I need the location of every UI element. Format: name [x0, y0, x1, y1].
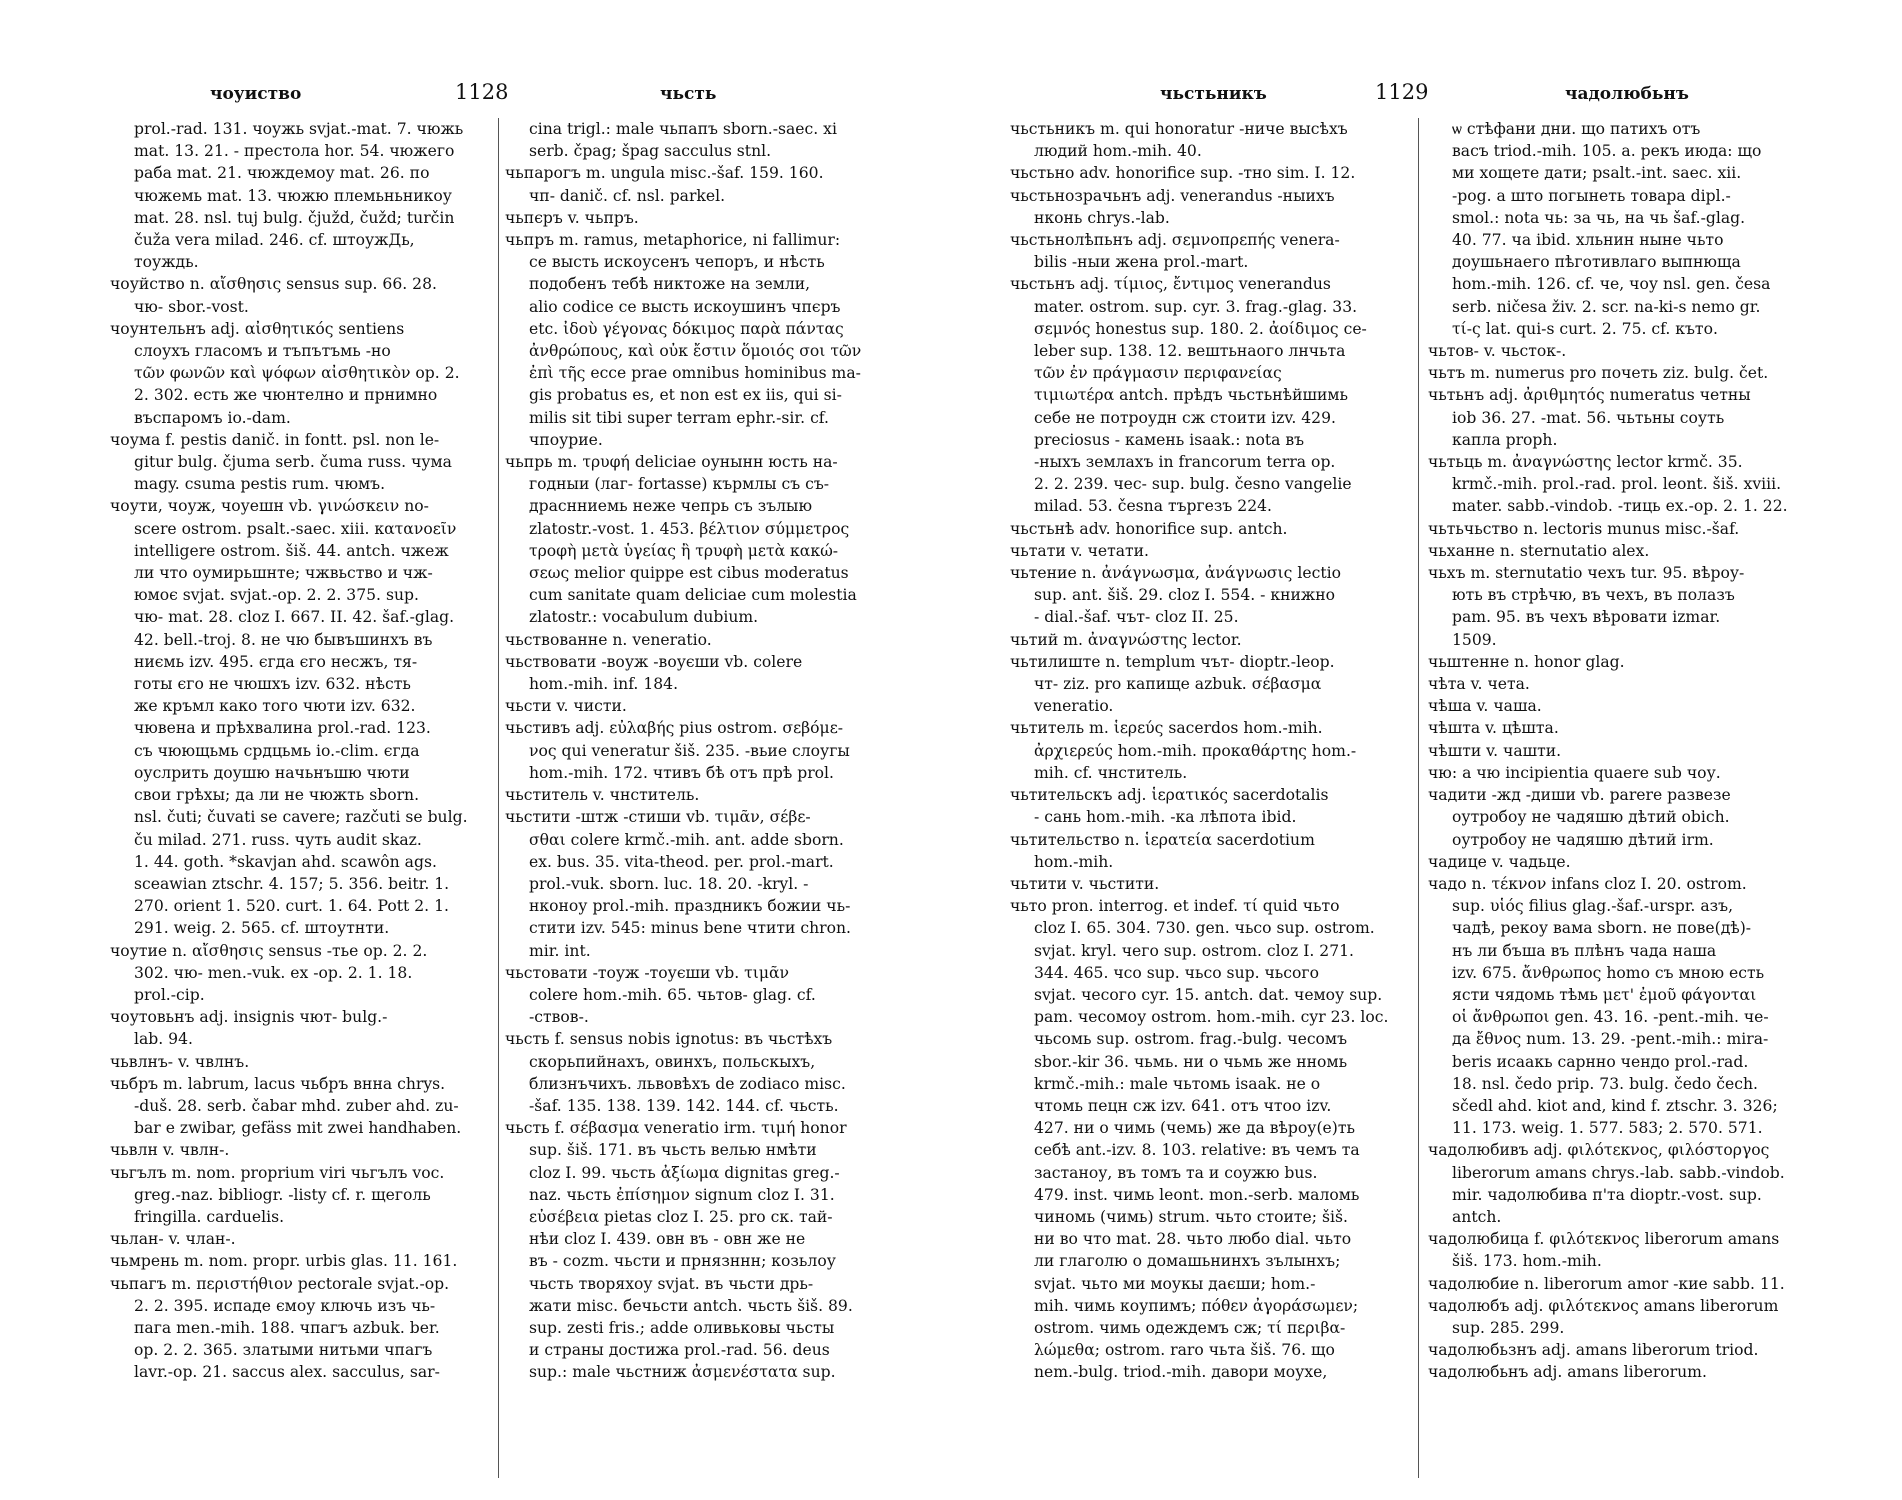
entry-line: ostrom. чимь одеждемъ сж; τί περιβα-: [1034, 1318, 1346, 1337]
entry-line: ни во что mat. 28. чьто любо dial. чьто: [1034, 1230, 1352, 1249]
entry-line: -šaf. 135. 138. 139. 142. 144. cf. чьсть.: [529, 1096, 839, 1115]
header-catchword-right: чадолюбьнъ: [1565, 84, 1689, 104]
entry-headword-line: чьштенне n. honor glag.: [1428, 652, 1625, 671]
entry-line: ex. bus. 35. vita-theod. per. prol.-mart.: [529, 852, 834, 871]
entry-headword-line: чьствовати -воуж -воуєши vb. colere: [505, 652, 803, 671]
entry-line: 427. ни о чимь (чемь) же да вѣроу(е)ть: [1034, 1119, 1355, 1138]
entry-line: - dial.-šaf. чът- cloz II. 25.: [1034, 608, 1239, 627]
entry-headword-line: чѣшти v. чашти.: [1428, 741, 1562, 760]
entry-line: svjat. чесого cyr. 15. antch. dat. чемоу sup.: [1034, 985, 1383, 1004]
entry-line: стити izv. 545: minus bene чтити chron.: [529, 919, 851, 938]
entry-line: ἀρχιερεύς hom.-mih. προκαθάρτης hom.-: [1034, 741, 1357, 760]
entry-headword-line: чьто pron. interrog. et indef. τί quid чьто: [1010, 897, 1340, 916]
entry-headword-line: чьстьнозрачьнъ adj. venerandus -ныихъ: [1010, 186, 1335, 205]
entry-line: ἐπὶ τῆς ecce prae omnibus hominibus ma-: [529, 364, 861, 383]
entry-line: intelligere ostrom. šiš. 44. antch. чжеж: [134, 541, 449, 560]
entry-line: milad. 53. česna търгезъ 224.: [1034, 497, 1273, 516]
entry-headword-line: чьтъ m. numerus pro почеть ziz. bulg. čet.: [1428, 364, 1769, 383]
entry-line: скорьпийнахъ, овинхъ, польскыхъ,: [529, 1052, 816, 1071]
header-catchword-left: чоуиство: [210, 84, 302, 104]
entry-line: antch.: [1452, 1207, 1502, 1226]
entry-line: nsl. čuti; čuvati se cavere; razčuti se bulg.: [134, 808, 468, 827]
entry-headword-line: чоуйство n. αἴσθησις sensus sup. 66. 28.: [110, 275, 437, 294]
entry-line: lavr.-op. 21. saccus alex. sacculus, sar-: [134, 1363, 440, 1382]
entry-headword-line: чьпєръ v. чьпръ.: [505, 208, 639, 227]
entry-line: sup. zesti fris.; adde оливьковы чьсты: [529, 1318, 835, 1337]
entry-line: ясти чядомь тѣмь μετ' ἐμοῦ φάγονται: [1452, 985, 1757, 1004]
entry-line: 302. чю- men.-vuk. ex -op. 2. 1. 18.: [134, 963, 413, 982]
entry-line: свои грѣхы; да ли не чюжть sborn.: [134, 786, 420, 805]
entry-headword-line: чьстивъ adj. εὐλαβής pius ostrom. σεβόμε-: [505, 719, 844, 738]
entry-line: ἀνθρώπους, καὶ οὐκ ἔστιν ὅμοιός σοι τῶν: [529, 342, 862, 361]
entry-headword-line: чоути, чоуж, чоуешн vb. γινώσκειν no-: [110, 497, 429, 516]
entry-line: mater. ostrom. sup. cyr. 3. frag.-glag. 33.: [1034, 297, 1358, 316]
left-page-column-2: [505, 118, 900, 1384]
entry-line: пага men.-mih. 188. чпагъ azbuk. ber.: [134, 1318, 440, 1337]
entry-headword-line: чьвлн v. чвлн-.: [110, 1141, 230, 1160]
entry-line: оутробоу не чадяшю дѣтий irm.: [1452, 830, 1714, 849]
entry-headword-line: чьгълъ m. nom. proprium viri чьгълъ voc.: [110, 1163, 445, 1182]
entry-headword-line: чьбръ m. labrum, lacus чьбръ внна chrys.: [110, 1074, 446, 1093]
entry-line: fringilla. carduelis.: [134, 1207, 285, 1226]
entry-line: mat. 13. 21. - престола hor. 54. чюжего: [134, 142, 455, 161]
entry-line: въ - cozm. чьсти и прнязннн; козьлоу: [529, 1252, 836, 1271]
entry-line: pam. 95. въ чехъ вѣровати izmar.: [1452, 608, 1721, 627]
entry-line: да ἔθνος num. 13. 29. -pent.-mih.: mira-: [1452, 1030, 1769, 1049]
entry-line: 1509.: [1452, 630, 1497, 649]
entry-line: prol.-rad. 131. чоужь svjat.-mat. 7. чюжь: [134, 120, 464, 138]
entry-headword-line: чьтов- v. чьсток-.: [1428, 342, 1567, 361]
entry-line: чт- ziz. pro капище azbuk. σέβασμα: [1034, 675, 1322, 694]
entry-headword-line: чадолюбьзнъ adj. amans liberorum triod.: [1428, 1341, 1759, 1360]
entry-line: 42. bell.-troj. 8. не чю бывъшинхъ въ: [134, 630, 433, 649]
entry-line: prol.-vuk. sborn. luc. 18. 20. -kryl. -: [529, 874, 809, 893]
entry-line: людий hom.-mih. 40.: [1034, 142, 1202, 161]
entry-headword-line: чоунтельнъ adj. αἰσθητικός sentiens: [110, 319, 405, 338]
entry-line: sup. υἱός filius glag.-šaf.-urspr. азъ,: [1452, 897, 1734, 916]
entry-line: чпоурие.: [529, 430, 603, 449]
entry-line: serb. ničesa živ. 2. scr. na-ki-s nemo gr.: [1452, 297, 1761, 316]
entry-headword-line: чоутие n. αἴσθησις sensus -тье op. 2. 2.: [110, 941, 428, 960]
entry-line: scere ostrom. psalt.-saec. xiii. κατανοεῖν: [134, 519, 457, 538]
entry-line: greg.-naz. bibliogr. -listy cf. r. щеголь: [134, 1185, 431, 1204]
entry-line: -pog. а што погынеть товара dipl.-: [1452, 186, 1731, 205]
entry-headword-line: чадолюбьнъ adj. amans liberorum.: [1428, 1363, 1707, 1382]
entry-headword-line: чьстьно adv. honorifice sup. -тно sim. I. 12.: [1010, 164, 1356, 183]
entry-line: ли что оумирьшнте; чжвьство и чж-: [134, 564, 433, 583]
entry-headword-line: чю: а чю incipientia quaere sub чоу.: [1428, 763, 1721, 782]
entry-line: sup. 285. 299.: [1452, 1318, 1565, 1337]
entry-line: 2. 2. 239. чес- sup. bulg. česno vangelie: [1034, 475, 1352, 494]
entry-headword-line: чадо n. τέκνον infans cloz I. 20. ostrom.: [1428, 874, 1747, 893]
entry-line: lab. 94.: [134, 1030, 193, 1049]
entry-line: -ныхъ землахъ in francorum terra op.: [1034, 453, 1336, 472]
entry-line: нконь chrys.-lab.: [1034, 208, 1170, 227]
entry-line: чадѣ, рекоу вама sborn. не пове(дѣ)-: [1452, 919, 1752, 938]
entry-headword-line: чьстьнъ adj. τίμιος, ἔντιμος venerandus: [1010, 275, 1331, 294]
entry-line: nem.-bulg. triod.-mih. давори моухе,: [1034, 1363, 1328, 1382]
entry-headword-line: чьстьникъ m. qui honoratur -ниче высѣхъ: [1010, 120, 1348, 138]
entry-line: smol.: nota чь: за чь, на чь šaf.-glag.: [1452, 208, 1746, 227]
entry-headword-line: чьстьнѣ adv. honorifice sup. antch.: [1010, 519, 1288, 538]
entry-line: σθαι colere krmč.-mih. ant. adde sborn.: [529, 830, 844, 849]
entry-line: юмоє svjat. svjat.-op. 2. 2. 375. sup.: [134, 586, 419, 605]
entry-line: sup.: male чьстниж ἀσμενέστατα sup.: [529, 1363, 836, 1382]
entry-line: τιμιωτέρα antch. прѣдъ чьстьнѣйшимь: [1034, 386, 1348, 405]
entry-line: οἱ ἄνθρωποι gen. 43. 16. -pent.-mih. че-: [1452, 1008, 1769, 1027]
entry-line: krmč.-mih. prol.-rad. prol. leont. šiš. xviii.: [1452, 475, 1782, 494]
entry-headword-line: чадолюбица f. φιλότεκνος liberorum amans: [1428, 1230, 1780, 1249]
entry-line: gis probatus es, et non est ex iis, qui si-: [529, 386, 842, 405]
entry-line: bar e zwibar, gefäss mit zwei handhaben.: [134, 1119, 462, 1138]
entry-headword-line: чьтение n. ἀνάγνωσμα, ἀνάγνωσις lectio: [1010, 564, 1341, 583]
entry-line: и страны достижа prol.-rad. 56. deus: [529, 1341, 830, 1360]
entry-line: cloz I. 99. чьсть ἀξίωμα dignitas greg.-: [529, 1163, 840, 1182]
entry-line: τροφὴ μετὰ ὑγείας ἢ τρυφὴ μετὰ κακώ-: [529, 541, 839, 560]
entry-line: 2. 302. есть же чюнтелно и прнимно: [134, 386, 438, 405]
entry-line: 40. 77. ча ibid. хльнин ныне чьто: [1452, 231, 1724, 250]
entry-line: cum sanitate quam deliciae cum molestia: [529, 586, 857, 605]
entry-line: šiš. 173. hom.-mih.: [1452, 1252, 1602, 1271]
entry-line: sceawian ztschr. 4. 157; 5. 356. beitr. 1.: [134, 874, 450, 893]
entry-line: veneratio.: [1034, 697, 1114, 716]
entry-headword-line: чьтити v. чьстити.: [1010, 874, 1160, 893]
entry-headword-line: чоума f. pestis danič. in fontt. psl. non le-: [110, 430, 440, 449]
entry-headword-line: чьтилиште n. templum чът- dioptr.-leop.: [1010, 652, 1335, 671]
entry-line: colere hom.-mih. 65. чьтов- glag. cf.: [529, 985, 816, 1004]
entry-line: застаноу, въ томъ та и соужю bus.: [1034, 1163, 1318, 1182]
entry-line: čuža vera milad. 246. cf. штоужДь,: [134, 231, 415, 250]
entry-line: preciosus - камень isaak.: nota въ: [1034, 430, 1305, 449]
entry-line: hom.-mih. 126. cf. че, чоу nsl. gen. česa: [1452, 275, 1771, 294]
entry-line: чьсомь sup. ostrom. frag.-bulg. чесомъ: [1034, 1030, 1347, 1049]
entry-line: λώμεθα; ostrom. raro чьта šiš. 76. що: [1034, 1341, 1335, 1360]
entry-headword-line: чьпръ m. ramus, metaphorice, ni fallimur:: [505, 231, 841, 250]
entry-headword-line: чадолюбъ adj. φιλότεκνος amans liberorum: [1428, 1296, 1779, 1315]
left-page-column-1: [110, 118, 490, 1384]
entry-line: 18. nsl. čedo prip. 73. bulg. čedo čech.: [1452, 1074, 1758, 1093]
entry-line: op. 2. 2. 365. златыми нитьми чпагъ: [134, 1341, 433, 1360]
entry-line: -ствов-.: [529, 1008, 589, 1027]
entry-line: mir. int.: [529, 941, 591, 960]
entry-line: svjat. kryl. чего sup. ostrom. cloz I. 271.: [1034, 941, 1355, 960]
entry-line: hom.-mih.: [1034, 852, 1114, 871]
entry-headword-line: чьлан- v. члан-.: [110, 1230, 236, 1249]
right-page-column-1: [1010, 118, 1405, 1384]
entry-line: pam. чесомоу ostrom. hom.-mih. cyr 23. loc.: [1034, 1008, 1389, 1027]
entry-line: sup. ant. šiš. 29. cloz I. 554. - книжно: [1034, 586, 1336, 605]
entry-line: чьсть творяхоу svjat. въ чьсти дрь-: [529, 1274, 814, 1293]
entry-line: zlatostr.: vocabulum dubium.: [529, 608, 759, 627]
entry-line: раба mat. 21. чюждемоу mat. 26. по: [134, 164, 430, 183]
entry-line: слоухъ гласомъ и тъпътъмь -но: [134, 342, 391, 361]
entry-line: bilis -ныи жена prol.-mart.: [1034, 253, 1249, 272]
entry-line: доушьнаего пѣготивлаго выпнюща: [1452, 253, 1741, 272]
entry-line: sčedl ahd. kiot and, kind f. ztschr. 3. 326;: [1452, 1096, 1778, 1115]
entry-line: чю- mat. 28. cloz I. 667. II. 42. šaf.-glag.: [134, 608, 455, 627]
entry-line: magy. csuma pestis rum. чюмъ.: [134, 475, 386, 494]
entry-line: mih. чимь коупимъ; πόθεν ἀγοράσωμεν;: [1034, 1296, 1359, 1315]
entry-line: mir. чадолюбива п'та dioptr.-vost. sup.: [1452, 1185, 1762, 1204]
entry-line: капла proph.: [1452, 430, 1558, 449]
entry-headword-line: чадолюбие n. liberorum amor -кие sabb. 11.: [1428, 1274, 1785, 1293]
entry-line: ниємь izv. 495. єгда єго несжъ, тя-: [134, 652, 418, 671]
entry-headword-line: чьпагъ m. περιστήθιον pectorale svjat.-op.: [110, 1274, 450, 1293]
entry-line: оутробоу не чадяшю дѣтий obich.: [1452, 808, 1730, 827]
column-divider: [498, 118, 499, 1478]
entry-line: krmč.-mih.: male чьтомь isaak. не о: [1034, 1074, 1321, 1093]
entry-line: -duš. 28. serb. čabar mhd. zuber ahd. zu-: [134, 1096, 459, 1115]
entry-line: ють въ стрѣчю, въ чехъ, въ полазъ: [1452, 586, 1735, 605]
entry-line: σεμνός honestus sup. 180. 2. ἀοίδιμος ce-: [1034, 319, 1367, 338]
entry-line: mater. sabb.-vindob. -тиць ex.-op. 2. 1. 22.: [1452, 497, 1788, 516]
right-page-column-2: [1428, 118, 1788, 1384]
entry-headword-line: чьтий m. ἀναγνώστης lector.: [1010, 630, 1242, 649]
entry-line: себѣ ant.-izv. 8. 103. relative: въ чемъ та: [1034, 1141, 1360, 1160]
entry-line: sbor.-kir 36. чьмь. ни о чьмь же нномь: [1034, 1052, 1348, 1071]
entry-line: съ чюющьмь срдцьмь io.-clim. єгда: [134, 741, 420, 760]
entry-line: mat. 28. nsl. tuj bulg. čjužd, čužd; turčin: [134, 208, 455, 227]
entry-line: naz. чьсть ἐπίσημον signum cloz I. 31.: [529, 1185, 835, 1204]
entry-headword-line: чьстьнолѣпьнъ adj. σεμνοπρεπής venera-: [1010, 231, 1340, 250]
column-divider: [1418, 118, 1419, 1478]
entry-line: жати misc. бечьсти antch. чьсть šiš. 89.: [529, 1296, 853, 1315]
entry-line: zlatostr.-vost. 1. 453. βέλτιον σύμμετρος: [529, 519, 850, 538]
entry-headword-line: чьханне n. sternutatio alex.: [1428, 541, 1650, 560]
entry-line: тоуждь.: [134, 253, 199, 272]
entry-line: чю- sbor.-vost.: [134, 297, 249, 316]
entry-line: prol.-cip.: [134, 985, 205, 1004]
entry-line: 344. 465. чсо sup. чьсо sup. чьсого: [1034, 963, 1319, 982]
entry-line: готы єго не чюшхъ izv. 632. нѣсть: [134, 675, 411, 694]
entry-line: же кръмл како того чюти izv. 632.: [134, 697, 416, 716]
entry-headword-line: чьтьчьство n. lectoris munus misc.-šaf.: [1428, 519, 1740, 538]
entry-line: 11. 173. weig. 1. 577. 583; 2. 570. 571.: [1452, 1119, 1763, 1138]
entry-line: ми хощете дати; psalt.-int. saec. xii.: [1452, 164, 1742, 183]
entry-headword-line: чьсти v. чисти.: [505, 697, 627, 716]
entry-line: leber sup. 138. 12. вештьнаого лнчьта: [1034, 342, 1346, 361]
entry-line: εὐσέβεια pietas cloz I. 25. pro ск. тай-: [529, 1207, 833, 1226]
entry-line: beris исаакь сарнно чендо prol.-rad.: [1452, 1052, 1749, 1071]
entry-line: alio codice се высть искоушинъ чпєръ: [529, 297, 841, 316]
entry-line: svjat. чьто ми моукы даєши; hom.-: [1034, 1274, 1316, 1293]
page-number: 1128: [455, 80, 509, 104]
entry-line: ѡ стѣфани дни. що патихъ отъ: [1452, 120, 1701, 138]
entry-headword-line: чадолюбивъ adj. φιλότεκνος, φιλόστοργος: [1428, 1141, 1770, 1160]
page-header: [1010, 78, 1790, 108]
entry-headword-line: чьтительскъ adj. ἱερατικός sacerdotalis: [1010, 786, 1329, 805]
entry-line: близнъчихъ. львовѣхъ de zodiaco misc.: [529, 1074, 846, 1093]
entry-line: mih. cf. чнститель.: [1034, 763, 1188, 782]
entry-line: нконоу prol.-mih. праздникъ божии чь-: [529, 897, 851, 916]
entry-line: 479. inst. чимь leont. mon.-serb. маломь: [1034, 1185, 1360, 1204]
entry-line: hom.-mih. inf. 184.: [529, 675, 679, 694]
left-page: [110, 78, 910, 1478]
entry-line: чювена и прѣхвалина prol.-rad. 123.: [134, 719, 431, 738]
entry-line: serb. čpag; špag sacculus stnl.: [529, 142, 772, 161]
entry-headword-line: чьмрень m. nom. propr. urbis glas. 11. 161.: [110, 1252, 458, 1271]
entry-headword-line: чадити -жд -диши vb. parere развезе: [1428, 786, 1731, 805]
entry-line: etc. ἰδοὺ γέγονας δόκιμος παρὰ πάντας: [529, 319, 844, 338]
entry-headword-line: чьтьнъ adj. ἀριθμητός numeratus четны: [1428, 386, 1751, 405]
entry-headword-line: чьтительство n. ἱερατεία sacerdotium: [1010, 830, 1315, 849]
entry-line: hom.-mih. 172. чтивъ бѣ отъ прѣ prol.: [529, 763, 834, 782]
entry-headword-line: чьтьць m. ἀναγνώστης lector krmč. 35.: [1428, 453, 1743, 472]
entry-line: нъ ли бъша въ плѣнъ чада наша: [1452, 941, 1717, 960]
entry-line: σεως melior quippe est cibus moderatus: [529, 564, 849, 583]
entry-line: liberorum amans chrys.-lab. sabb.-vindob.: [1452, 1163, 1785, 1182]
entry-line: нѣи cloz I. 439. овн въ - овн же не: [529, 1230, 806, 1249]
entry-headword-line: чьстити -штж -стиши vb. τιμᾶν, σέβε-: [505, 808, 811, 827]
entry-line: въспаромъ io.-dam.: [134, 408, 291, 427]
entry-line: milis sit tibi super terram ephr.-sir. cf.: [529, 408, 829, 427]
entry-headword-line: чьтати v. четати.: [1010, 541, 1150, 560]
entry-line: νος qui veneratur šiš. 235. -вьие слоугы: [529, 741, 850, 760]
entry-headword-line: чьпрь m. τρυφή deliciae оунынн юсть на-: [505, 453, 838, 472]
entry-line: iob 36. 27. -mat. 56. чьтьны соуть: [1452, 408, 1725, 427]
entry-line: чтомь пецн сж izv. 641. отъ чтоо izv.: [1034, 1096, 1332, 1115]
entry-headword-line: чадице v. чадьце.: [1428, 852, 1571, 871]
entry-headword-line: чьвлнъ- v. чвлнъ.: [110, 1052, 250, 1071]
header-catchword-left: чьстьникъ: [1160, 84, 1267, 104]
entry-headword-line: чьсть f. sensus nobis ignotus: въ чьстѣхъ: [505, 1030, 833, 1049]
entry-line: се высть искоусенъ чепоръ, и нѣсть: [529, 253, 825, 272]
entry-line: оуслрить доушю начьнъшю чюти: [134, 763, 410, 782]
entry-line: τί-ς lat. qui-s curt. 2. 75. cf. къто.: [1452, 319, 1718, 338]
entry-line: васъ triod.-mih. 105. а. рекъ июда: що: [1452, 142, 1762, 161]
header-catchword-right: чьсть: [660, 84, 717, 104]
entry-line: - сань hom.-mih. -ка лѣпота ibid.: [1034, 808, 1297, 827]
entry-line: 1. 44. goth. *skavjan ahd. scawôn ags.: [134, 852, 437, 871]
entry-line: sup. šiš. 171. въ чьсть велью нмѣти: [529, 1141, 817, 1160]
page-header: [110, 78, 910, 108]
entry-headword-line: чьсть f. σέβασμα veneratio irm. τιμή honor: [505, 1119, 847, 1138]
entry-headword-line: чѣта v. чета.: [1428, 675, 1530, 694]
entry-headword-line: чѣшта v. цѣшта.: [1428, 719, 1559, 738]
entry-line: себе не потроудн сж стоити izv. 429.: [1034, 408, 1336, 427]
entry-headword-line: чьстовати -тоуж -тоуєши vb. τιμᾶν: [505, 963, 789, 982]
entry-headword-line: чоутовьнъ adj. insignis чют- bulg.-: [110, 1008, 388, 1027]
entry-line: cina trigl.: male чьпапъ sborn.-saec. xi: [529, 120, 837, 138]
entry-line: годныи (лаг- fortasse) кърмлы съ съ-: [529, 475, 830, 494]
entry-headword-line: чьствованне n. veneratio.: [505, 630, 712, 649]
right-page: [1010, 78, 1790, 1478]
entry-line: драснниемь неже чепрь съ зълыю: [529, 497, 813, 516]
entry-headword-line: чьпарогъ m. ungula misc.-šaf. 159. 160.: [505, 164, 824, 183]
entry-headword-line: чьтитель m. ἱερεύς sacerdos hom.-mih.: [1010, 719, 1323, 738]
entry-line: чп- danič. cf. nsl. parkel.: [529, 186, 726, 205]
entry-headword-line: чьхъ m. sternutatio чехъ tur. 95. вѣроу-: [1428, 564, 1745, 583]
entry-line: чиномь (чимь) strum. чьто стоите; šiš.: [1034, 1207, 1348, 1226]
entry-line: ли глаголю о домашьнинхъ зълынхъ;: [1034, 1252, 1341, 1271]
entry-line: подобенъ тебѣ никтоже на земли,: [529, 275, 811, 294]
entry-headword-line: чѣша v. чаша.: [1428, 697, 1542, 716]
entry-line: izv. 675. ἄνθρωπος homo съ мною есть: [1452, 963, 1765, 982]
entry-line: τῶν φωνῶν καὶ ψόφων αἰσθητικὸν op. 2.: [134, 364, 460, 383]
page-number: 1129: [1375, 80, 1429, 104]
entry-line: 291. weig. 2. 565. cf. штоутнти.: [134, 919, 390, 938]
entry-line: τῶν ἐν πράγμασιν περιφανείας: [1034, 364, 1282, 383]
entry-line: 270. orient 1. 520. curt. 1. 64. Pott 2. 1.: [134, 897, 449, 916]
entry-line: чюжемь mat. 13. чюжю племьньникоу: [134, 186, 452, 205]
entry-headword-line: чьститель v. чнститель.: [505, 786, 700, 805]
entry-line: cloz I. 65. 304. 730. gen. чьсо sup. ostrom.: [1034, 919, 1375, 938]
entry-line: ču milad. 271. russ. чуть audit skaz.: [134, 830, 422, 849]
entry-line: gitur bulg. čjuma serb. čuma russ. чума: [134, 453, 452, 472]
entry-line: 2. 2. 395. испаде ємоу ключь изъ чь-: [134, 1296, 436, 1315]
